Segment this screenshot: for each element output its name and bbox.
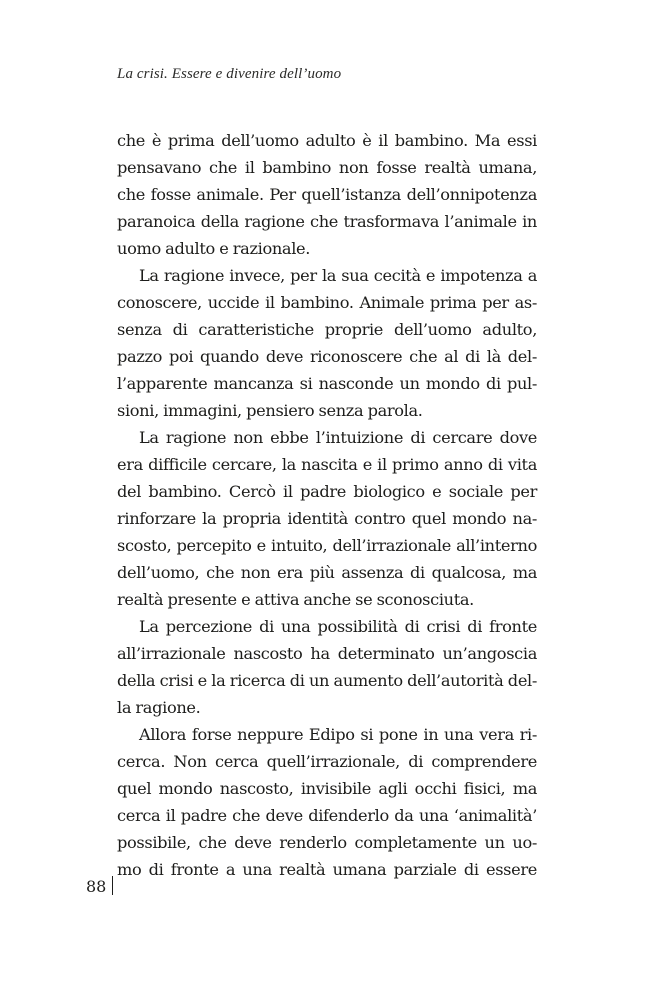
text-line: conoscere, uccide il bambino. Animale prima per as- — [117, 293, 537, 312]
text-line: all’irrazionale nascosto ha determinato un’angoscia — [117, 644, 537, 663]
text-line: La ragione invece, per la sua cecità e impotenza a — [139, 266, 537, 285]
text-line: pazzo poi quando deve riconoscere che al di là del- — [117, 347, 537, 366]
text-line: quel mondo nascosto, invisibile agli occhi fisici, ma — [117, 779, 537, 798]
text-line: scosto, percepito e intuito, dell’irrazionale all’interno — [117, 536, 537, 555]
text-line: mo di fronte a una realtà umana parziale di essere — [117, 860, 537, 879]
text-line: che fosse animale. Per quell’istanza dell’onnipotenza — [117, 185, 537, 204]
running-head: La crisi. Essere e divenire dell’uomo — [117, 66, 342, 82]
text-line: la ragione. — [117, 698, 201, 717]
body-text — [117, 127, 537, 883]
text-line: La percezione di una possibilità di crisi di fronte — [139, 617, 537, 636]
page-number — [86, 876, 113, 896]
text-line: che è prima dell’uomo adulto è il bambino. Ma essi — [117, 131, 537, 150]
text-line: senza di caratteristiche proprie dell’uomo adulto, — [117, 320, 537, 339]
text-line: rinforzare la propria identità contro quel mondo na- — [117, 509, 537, 528]
page-number-value: 88 — [86, 877, 107, 896]
text-line: l’apparente mancanza si nasconde un mondo di pul- — [117, 374, 537, 393]
folio-separator — [112, 876, 113, 895]
text-line: cerca. Non cerca quell’irrazionale, di comprendere — [117, 752, 537, 771]
text-line: La ragione non ebbe l’intuizione di cercare dove — [139, 428, 537, 447]
text-line: della crisi e la ricerca di un aumento dell’autorità del- — [117, 671, 537, 690]
text-line: pensavano che il bambino non fosse realtà umana, — [117, 158, 537, 177]
text-line: Allora forse neppure Edipo si pone in una vera ri- — [139, 725, 537, 744]
text-line: dell’uomo, che non era più assenza di qualcosa, ma — [117, 563, 537, 582]
text-line: sioni, immagini, pensiero senza parola. — [117, 401, 423, 420]
text-line: era difficile cercare, la nascita e il primo anno di vita — [117, 455, 537, 474]
text-line: paranoica della ragione che trasformava l’animale in — [117, 212, 537, 231]
text-line: del bambino. Cercò il padre biologico e sociale per — [117, 482, 537, 501]
text-line: possibile, che deve renderlo completamente un uo- — [117, 833, 537, 852]
text-line: realtà presente e attiva anche se sconosciuta. — [117, 590, 474, 609]
text-line: cerca il padre che deve difenderlo da una ‘animalità’ — [117, 806, 537, 825]
text-line: uomo adulto e razionale. — [117, 239, 311, 258]
